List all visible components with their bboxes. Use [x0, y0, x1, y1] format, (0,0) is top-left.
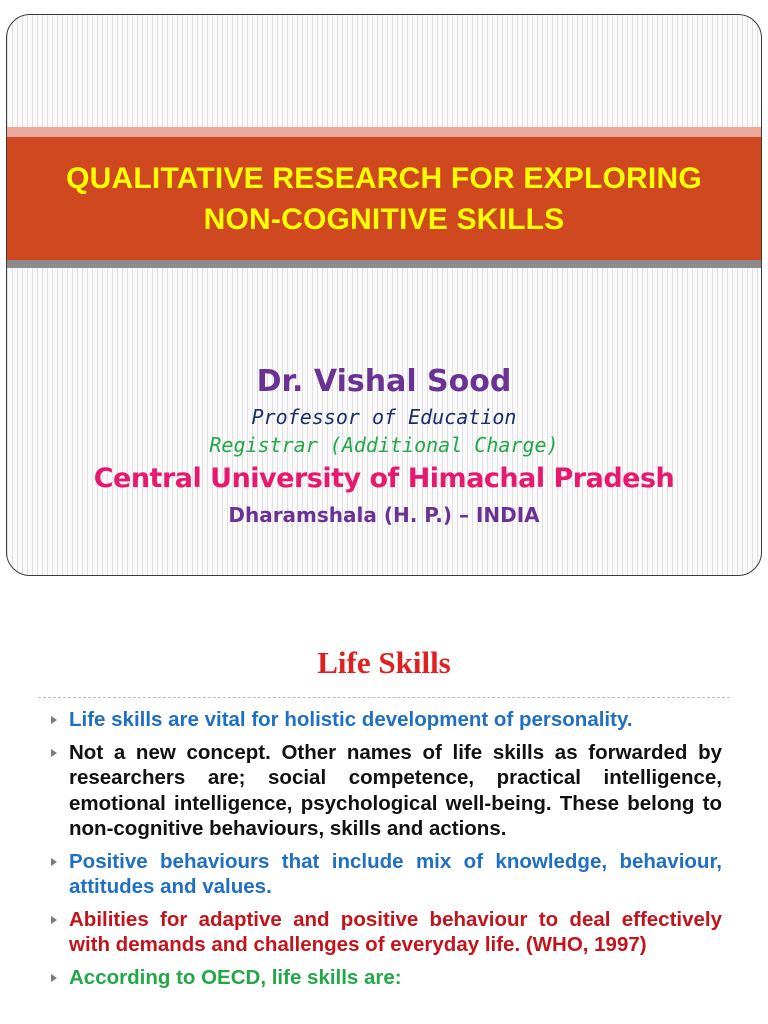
- author-role-professor: Professor of Education: [251, 405, 517, 429]
- heading-divider: [38, 697, 730, 698]
- title-slide: [6, 14, 762, 576]
- author-block: [7, 361, 761, 531]
- title-line-1: QUALITATIVE RESEARCH FOR EXPLORING: [66, 161, 702, 195]
- bullet-arrow-icon: [51, 716, 57, 724]
- bullet-arrow-icon: [51, 749, 57, 757]
- bullet-item: [48, 907, 722, 958]
- bullet-arrow-icon: [51, 916, 57, 924]
- bullet-arrow-icon: [51, 858, 57, 866]
- university-location: Dharamshala (H. P.) – INDIA: [228, 503, 540, 527]
- bullet-item: [48, 740, 722, 842]
- title-line-2: NON-COGNITIVE SKILLS: [203, 202, 565, 236]
- title-band: [7, 137, 761, 260]
- bullet-text: According to OECD, life skills are:: [69, 965, 402, 989]
- bullet-arrow-icon: [51, 974, 57, 982]
- slide-title: [66, 158, 702, 240]
- bullet-text: Positive behaviours that include mix of knowledge, behaviour, attitudes and values.: [69, 849, 722, 898]
- bullet-text: Not a new concept. Other names of life skills as forwarded by researchers are; social competence, practical intelligence, emotional intelligence, psychological well-being. These belong to non-cognitive behaviours, skills and actions.: [69, 740, 722, 840]
- university-name: Central University of Himachal Pradesh: [93, 463, 675, 494]
- author-role-registrar: Registrar (Additional Charge): [209, 433, 559, 457]
- bullet-text: Abilities for adaptive and positive behaviour to deal effectively with demands and challenges of everyday life. (WHO, 1997): [69, 907, 722, 956]
- title-band-shadow: [7, 260, 761, 268]
- author-name: Dr. Vishal Sood: [256, 364, 512, 399]
- bullet-list: [48, 707, 722, 997]
- bullet-item: [48, 849, 722, 900]
- life-skills-slide: [0, 600, 768, 1024]
- slide-heading: Life Skills: [317, 645, 451, 680]
- bullet-item: [48, 965, 722, 991]
- bullet-text: Life skills are vital for holistic development of personality.: [69, 708, 633, 731]
- title-band-accent: [7, 127, 761, 137]
- bullet-item: [48, 707, 722, 733]
